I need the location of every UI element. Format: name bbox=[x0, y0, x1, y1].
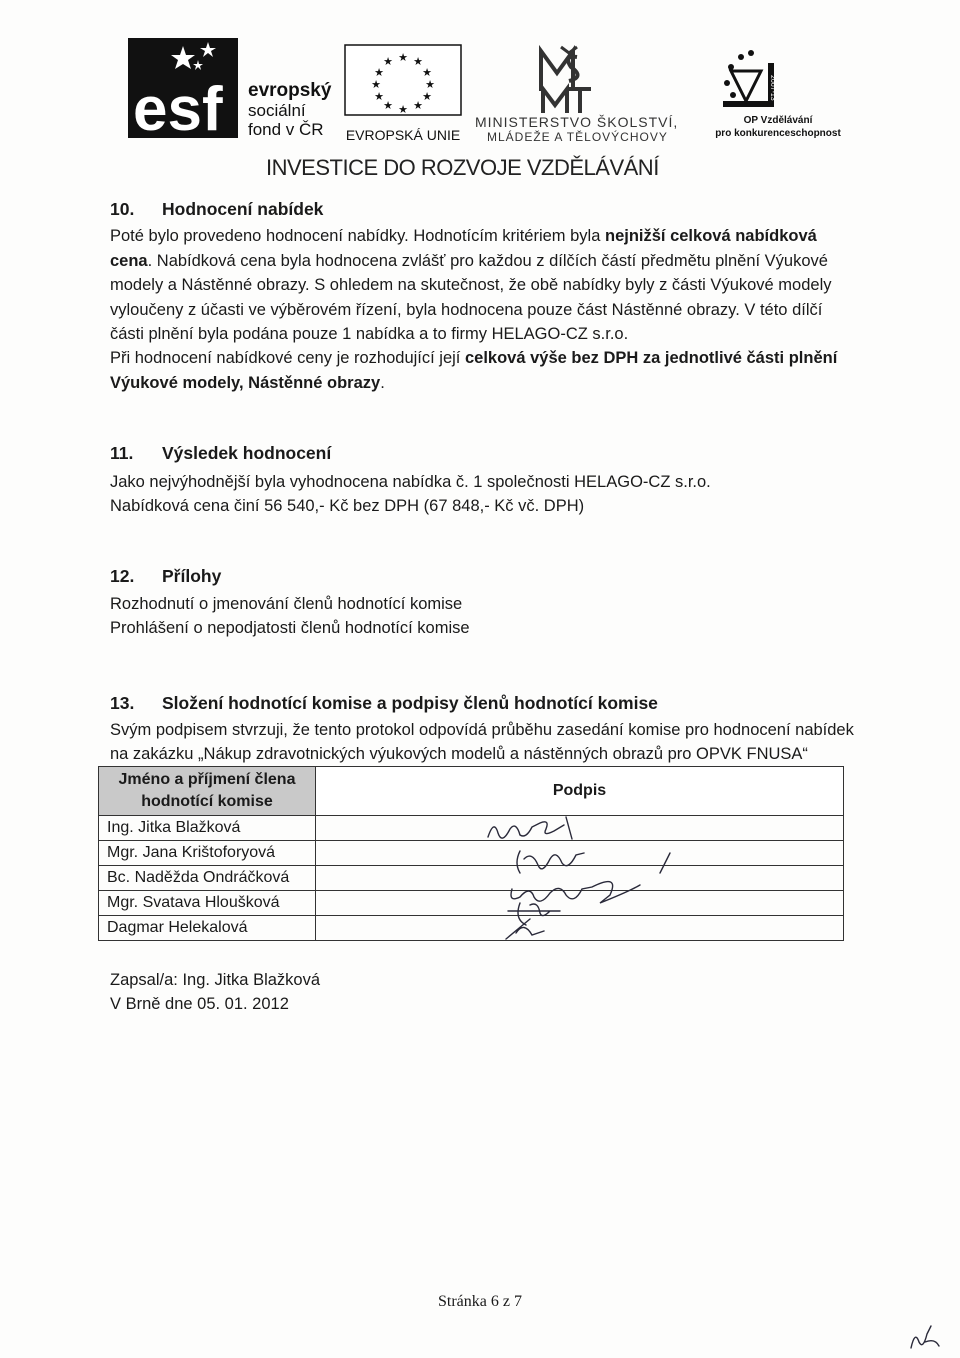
page-number: Stránka 6 z 7 bbox=[438, 1293, 522, 1310]
op-years: 2007-13 bbox=[769, 75, 776, 101]
member-name: Dagmar Helekalová bbox=[99, 916, 316, 941]
member-name: Ing. Jitka Blažková bbox=[99, 816, 316, 841]
attachment-1: Rozhodnutí o jmenování členů hodnotící komise bbox=[110, 595, 463, 613]
svg-text:★: ★ bbox=[374, 90, 384, 103]
svg-text:★: ★ bbox=[371, 78, 381, 91]
handwritten-signatures bbox=[480, 815, 700, 945]
esf-text-3: fond v ČR bbox=[248, 120, 324, 139]
member-name: Mgr. Jana Krištoforyová bbox=[99, 841, 316, 866]
op-line-1: OP Vzdělávání bbox=[743, 115, 813, 126]
place-and-date: V Brně dne 05. 01. 2012 bbox=[110, 995, 289, 1013]
svg-text:★: ★ bbox=[383, 99, 393, 112]
name-column-header: Jméno a příjmení člena hodnotící komise bbox=[99, 767, 316, 816]
op-logo bbox=[683, 43, 853, 143]
section-title: Hodnocení nabídek bbox=[162, 199, 324, 219]
section-number: 10. bbox=[110, 199, 135, 219]
declaration-line-2: na zakázku „Nákup zdravotnických výukových modelů a nástěnných obrazů pro OPVK FNUSA“ bbox=[110, 745, 808, 763]
esf-text-2: sociální bbox=[248, 101, 306, 120]
ministry-line-2: MLÁDEŽE A TĚLOVÝCHOVY bbox=[487, 130, 668, 143]
eu-label: EVROPSKÁ UNIE bbox=[345, 127, 461, 143]
section-title: Přílohy bbox=[162, 566, 222, 586]
section-12-heading bbox=[110, 566, 221, 587]
svg-text:★: ★ bbox=[374, 66, 384, 79]
declaration-line-1: Svým podpisem stvrzuji, že tento protokol odpovídá průběhu zasedání komise pro hodnocení nabídek bbox=[110, 721, 854, 739]
handwritten-initials bbox=[905, 1320, 945, 1352]
section-13-heading bbox=[110, 693, 658, 714]
result-line-1: Jako nejvýhodnější byla vyhodnocena nabídka č. 1 společnosti HELAGO-CZ s.r.o. bbox=[110, 473, 711, 491]
section-11-heading bbox=[110, 443, 331, 464]
table-row bbox=[99, 916, 844, 941]
svg-text:★: ★ bbox=[383, 55, 393, 68]
text-run: . bbox=[380, 373, 385, 392]
attachment-2: Prohlášení o nepodjatosti členů hodnotící komise bbox=[110, 619, 470, 637]
svg-text:★: ★ bbox=[422, 66, 432, 79]
section-10-paragraph-2 bbox=[110, 346, 850, 395]
member-name: Mgr. Svatava Hloušková bbox=[99, 891, 316, 916]
svg-text:★: ★ bbox=[398, 51, 408, 64]
table-row bbox=[99, 816, 844, 841]
eu-logo bbox=[343, 43, 463, 143]
committee-table bbox=[98, 766, 844, 941]
op-line-2: pro konkurenceschopnost bbox=[715, 128, 841, 139]
section-number: 11. bbox=[110, 443, 134, 463]
table-row bbox=[99, 866, 844, 891]
svg-text:★: ★ bbox=[413, 55, 423, 68]
section-10-paragraph-1 bbox=[110, 224, 850, 347]
text-run-bold: celková výše bez DPH za jednotlivé části plnění Výukové modely, Nástěnné obrazy bbox=[110, 349, 838, 392]
result-line-2: Nabídková cena činí 56 540,- Kč bez DPH (67 848,- Kč vč. DPH) bbox=[110, 497, 585, 515]
svg-text:esf: esf bbox=[133, 75, 223, 143]
section-title: Výsledek hodnocení bbox=[162, 443, 332, 463]
header-logos bbox=[128, 38, 848, 148]
table-row bbox=[99, 891, 844, 916]
signature-column-header: Podpis bbox=[316, 767, 844, 816]
investment-banner: INVESTICE DO ROZVOJE VZDĚLÁVÁNÍ bbox=[266, 155, 659, 180]
table-row bbox=[99, 841, 844, 866]
recorded-by: Zapsal/a: Ing. Jitka Blažková bbox=[110, 971, 321, 989]
ministry-line-1: MINISTERSTVO ŠKOLSTVÍ, bbox=[475, 114, 679, 130]
svg-text:★: ★ bbox=[413, 99, 423, 112]
text-run: Poté bylo provedeno hodnocení nabídky. Hodnotícím kritériem byla bbox=[110, 227, 605, 245]
table-header-row bbox=[99, 767, 844, 816]
svg-text:★: ★ bbox=[422, 90, 432, 103]
section-number: 12. bbox=[110, 566, 135, 586]
esf-text-1: evropský bbox=[248, 80, 332, 101]
svg-text:★: ★ bbox=[398, 103, 408, 116]
svg-text:★: ★ bbox=[425, 78, 435, 91]
member-name: Bc. Naděžda Ondráčková bbox=[99, 866, 316, 891]
section-number: 13. bbox=[110, 693, 135, 713]
section-10-heading bbox=[110, 199, 323, 220]
text-run: Při hodnocení nabídkové ceny je rozhodující její bbox=[110, 349, 465, 367]
msmt-logo bbox=[473, 43, 713, 143]
esf-logo bbox=[128, 38, 333, 143]
section-title: Složení hodnotící komise a podpisy členů hodnotící komise bbox=[162, 693, 658, 713]
text-run-bold: nejnižší celková nabídková cena bbox=[110, 227, 817, 270]
text-run: . Nabídková cena byla hodnocena zvlášť pro každou z dílčích částí předmětu plnění Výukové modely a Nástěnné obrazy. S ohledem na skutečnost, že obě nabídky byly z části Výukové modely vyloučeny z účasti ve výběrovém řízení, byla hodnocena pouze část Nástěnné obrazy. V této dílčí části plnění byla podána pouze 1 nabídka a to firmy HELAGO-CZ s.r.o. bbox=[110, 251, 832, 343]
